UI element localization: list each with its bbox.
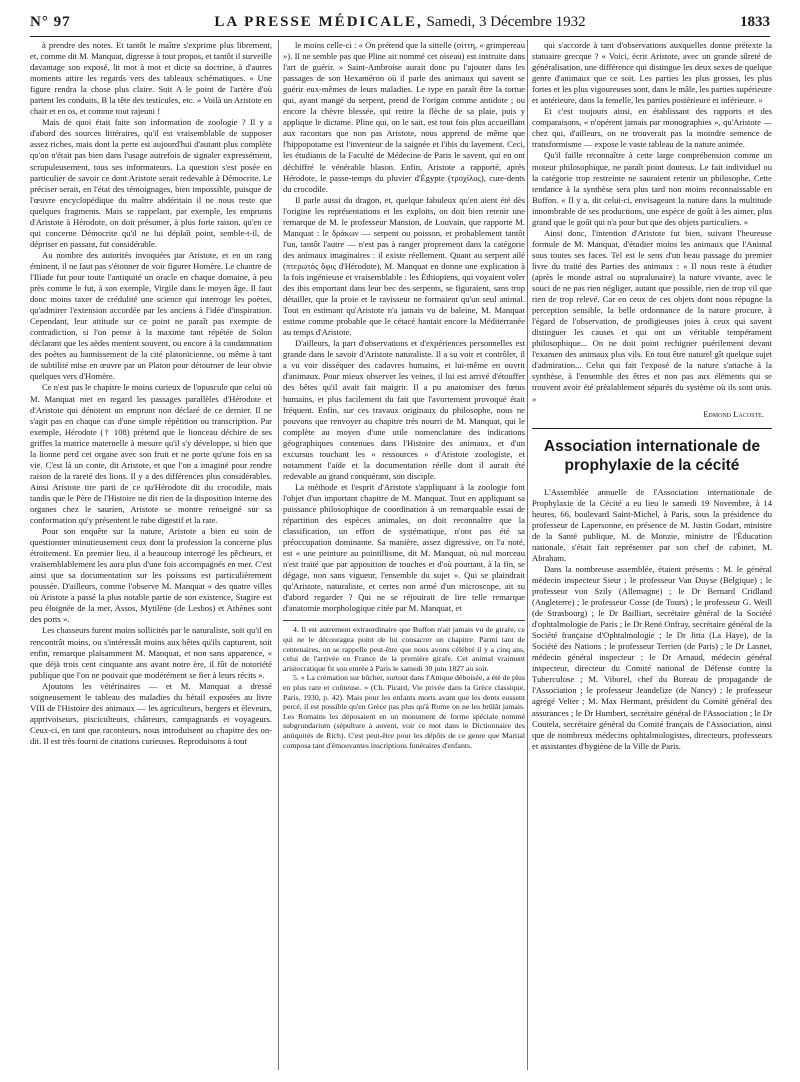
column-rule <box>278 40 279 1070</box>
paragraph: D'ailleurs, la part d'observations et d'expériences personnelles est grande dans le savoir d'Aristote naturaliste. Il a su voir et contrôler, il a vu voir disséquer des cadavres humains, et lui-même en ouvrit d'animaux. Pour mieux observer les veines, il lui est arrivé d'étouffer des bêtes qu'il avait fait maigrir. Il a pu anatomiser des fœtus humains, et plus facilement du fait que l'avortement provoqué était fréquent. Enfin, sur ces travaux originaux du philosophe, nous ne pouvons que renvoyer au chapitre très nourri de M. Manquat, qui le complète au moyen d'une utile nomenclature des indications géographiques contenues dans l'Histoire des animaux, et d'un excursus touchant les « ressources » d'Aristote zoologiste, et notamment l'aide et la documentation réelle dont il aurait été redevable au grand conquérant, son disciple. <box>283 338 525 481</box>
author-signature: Edmond Lacoste. <box>703 408 764 419</box>
paragraph: Qu'il faille reconnaître à cette large compréhension comme un moteur philosophique, ne paraît point douteux. Le fait individuel ou la catégorie trop restreinte ne sauraient retenir un philosophe. Cette tendance à la synthèse sera plus tard non moins reconnaissable en Buffon. « Il y a, dit celui-ci, envisageant la nature dans la multitude innombrable de ses productions, une espèce de goût à les aimer, plus grand que le goût qui n'a pour but que des objets particuliers. » <box>532 150 772 227</box>
paragraph: L'Assemblée annuelle de l'Association internationale de Prophylaxie de la Cécité a eu lieu le samedi 19 Novembre, à 14 heures, 66, boulevard Saint-Michel, à Paris, sous la présidence du professeur de Lapersonne, en présence de M. Justin Godart, ministre de la Santé publique, M. de Monzie, ministre de l'Éducation nationale, s'était fait représenter par son chef de cabinet, M. Abraham. <box>532 486 772 563</box>
column-2 <box>283 40 525 1070</box>
paragraph: Ainsi donc, l'intention d'Aristote fut bien, suivant l'heureuse formule de M. Manquat, d'étudier moins les animaux que l'Animal sous toutes ses faces. Tel est le sens d'un beau passage du premier livre du traité des Parties des animaux : « Il nous reste à étudier (après le monde astral ou supralunaire) la nature vivante, avec le souci de ne pas rien négliger, autant que possible, rien de trop vil que rien de trop relevé. Car en ceux de ces objets dont nous répugne la perception sensible, la belle ordonnance de la nature procure, à l'égard de l'observation, de prodigieuses joies à ceux qui savent distinguer les causes et qui ont un véritable tempérament philosophique... On ne doit point rechigner puérilement devant l'examen des animaux plus vils. En tout être naturel gît quelque sujet d'admiration... Celui qui fait l'exposé de la nature s'attache à la synthèse, à l'ensemble des êtres et non pas aux éléments qui se trouvent avoir été préalablement séparés du système où ils sont unis. » <box>532 227 772 404</box>
footnote-rule <box>283 620 525 621</box>
page-header <box>30 14 770 37</box>
footnote: 4. Il est autrement extraordinaire que Buffon n'ait jamais vu de girafe, ce qui ne le découragea point de lui consacrer un chapitre. Parmi tant de centenaires, on se rappelle peut-être que nous avons célébré il y a cinq ans, celui de l'arrivée en France de la première girafe. Cet animal vraiment aristocratique fit son entrée à Paris le samedi 30 juin 1827 au soir. <box>283 625 525 673</box>
section-divider <box>532 428 772 429</box>
paragraph: Pour son enquête sur la nature, Aristote a bien eu soin de questionner minutieusement ceux dont la profession la concerne plus étroitement. En premier lieu, il a beaucoup interrogé les pêcheurs, et vraisemblablement les aura plus d'une fois accompagnés en mer. C'est ainsi que sa documentation sur les poissons est particulièrement poussée. D'ailleurs, comme l'observe M. Manquat « des quatre villes où Aristote a passé la plus notable partie de son existence, Stagire est peu éloignée de la mer, Assos, Mytilène (de Lesbos) et Athènes sont des ports ». <box>30 526 272 625</box>
issue-number: N° 97 <box>30 14 71 30</box>
paragraph: Ce n'est pas le chapitre le moins curieux de l'opuscule que celui où M. Manquat met en regard les passages parallèles d'Hérodote et d'Aristote qui dénotent un emprunt non déclaré de ce dernier. Il ne s'agit pas en chaque cas d'une simple répétition ou transcription. Par exemple, Hérodote († 108) prétend que le lionceau déchire de ses griffes la matrice maternelle à mesure qu'il s'y développe, si bien que la lionne perd cet organe avec son fruit et ne porte qu'une fois en sa vie. C'est là un conte, dit Aristote, et que l'on a imaginé pour rendre raison de la rareté des lions. Il y a des différences plus considérables. Ainsi Aristote tire parti de ce qu'Hérodote dit du crocodile, mais tandis que le Père de l'Histoire ne dit rien de la disposition interne des organes chez le saurien, Aristote se montre renseigné sur sa conformation qu'y présentent le tube digestif et la rate. <box>30 382 272 526</box>
page-number: 1833 <box>740 14 770 30</box>
column-rule <box>527 40 528 1070</box>
paragraph: Il parle aussi du dragon, et, quelque fabuleux qu'en aient été dès l'origine les représentations et les exploits, on doit bien retenir une remarque de M. le professeur Mansion, de Louvain, que rapporte M. Manquat : le δράκων — serpent ou poisson, et probablement tantôt l'un, tantôt l'autre — n'est pas à ranger proprement dans la catégorie des animaux imaginaires : il existe réellement. Quant au serpent ailé (πτερωτὸς ὄφις d'Hérodote), M. Manquat en donne une explication à la fois ingénieuse et vraisemblable : les Éthiopiens, qui voyaient voler des ibis emportant dans leur bec des serpents, se figuraient, sans trop détailler, que la proie et le ravisseur ne formaient qu'un seul animal. Tout en estimant qu'Aristote n'a jamais vu de baleine, M. Manquat estime comme probable que le cétacé hantait encore la Méditerranée au temps d'Aristote. <box>283 194 525 338</box>
paragraph: Dans la nombreuse assemblée, étaient présents : M. le général médecin inspecteur Sieur ; le professeur Van Duyse (Belgique) ; le professeur von Szily (Allemagne) ; le Dr Bernard Cridland (Angleterre) ; le professeur Cosse (de Tours) ; le professeur G. Weill (de Strasbourg) ; le Dr Bailliart, secrétaire général de la Société d'ophtalmologie de Paris ; le Dr René Onfray, secrétaire général de la Société française d'Ophtalmologie ; le Dr Jitta (La Haye), de la Société des Nations ; le professeur Terrien (de Paris) ; le Dr Lasnet, médecin général inspecteur ; le Dr Arnaud, médecin général inspecteur, directeur du Comité national de Défense contre la Tuberculose ; M. Viborel, chef du Bureau de propagande de l'Association ; le professeur Jeandelize (de Nancy) ; le professeur agrégé Velter ; M. Max Hermant, président du Comité général des assurances ; le Dr Humbert, secrétaire général de l'Association ; le Dr Coutela, secrétaire général du Comité français de l'Association, ainsi que de nombreux médecins ophtalmologistes, directeurs, professeurs et assistantes d'hygiène de la Ville de Paris. <box>532 563 772 751</box>
paragraph: Mais de quoi était faite son information de zoologie ? Il y a d'abord des sources littéraires, qu'il est vraisemblable de supposer assez riches, mais dont la perte est aujourd'hui d'autant plus complète qu'on n'était pas bien dans l'usage autrefois de signaler expressément, scrupuleusement, tous ses informateurs. La question s'est posée en particulier de savoir ce dont Aristote serait redevable à Démocrite. Le préciser serait, en l'état des témoignages, bien impossible, puisque de l'œuvre encyclopédique du maître abdéritain il ne nous reste que quelques fragments. Mais se rappelant, par exemple, les emprunts d'Aristote à Hérodote, on doit présumer, à plus forte raison, qu'en ce qui concerne Démocrite qu'il ne lui déplaît point, semble-t-il, de dépriser en passant, fut considérable. <box>30 117 272 249</box>
paragraph: le moins celle-ci : « On prétend que la sittelle (σίττη, « grimpereau »). Il ne semble pas que Pline ait nommé cet oiseau) est instruite dans l'art de guérir. » Saint-Ambroise aurait donc pu l'ajouter dans les passages de son Hexaméron où il parle des animaux qui savent se guérir eux-mêmes de leurs maladies. Le type en paraît être la tortue qui, ayant mangé du serpent, prend de l'origan comme antidote ; ou encore la chèvre blessée, qui retire la flèche de sa plaie, puis y applique le dictame. Pline qui, on le sait, est tout fois plus accueillant aux racontars que non pas Aristote, nous apprend de même que l'hippopotame est l'inventeur de la saignée et l'ibis du lavement. Ceci, les étudiants de la Faculté de Médecine de Paris le savent, qui en ont déchiffré le vénérable blason. Enfin, Aristote a rapporté, après Hérodote, le passe-temps du pluvier d'Égypte (τροχίλος), cure-dents du crocodile. <box>283 40 525 194</box>
footnotes <box>283 625 525 750</box>
article-title: Association internationale de prophylaxie de la cécité <box>543 437 761 474</box>
masthead <box>30 14 770 31</box>
column-1 <box>30 40 272 1070</box>
paragraph: Ajoutons les vétérinaires — et M. Manquat a dressé soigneusement le tableau des maladies du bétail exposées au livre VIII de l'Histoire des animaux — les agriculteurs, bergers et éleveurs, apprivoiseurs, pisciculteurs, châtreurs, campagnards et voyageurs. Ceux-ci, en tant que raconteurs, nous introduisent au chapitre des on-dit. Il est très fourni de citations curieuses. Reproduisons à tout <box>30 680 272 746</box>
paragraph: qui s'accorde à tant d'observations auxquelles donne prétexte la statuaire grecque ? « Voici, écrit Aristote, avec un grande sûreté de généralisation, une différence qui distingue les deux sexes de quelque genre d'animaux que ce soit. Les parties les plus grosses, les plus fortes et les plus vigoureuses sont, dans le mâle, les parties supérieure et antérieure, dans la femelle, les parties postérieure et inférieure. » <box>532 40 772 106</box>
column-3 <box>532 40 772 1070</box>
paragraph: La méthode et l'esprit d'Aristote s'appliquant à la zoologie font l'objet d'un important chapitre de M. Manquat. Tout en appliquant sa puissance philosophique de coordination à un remarquable essai de répartition des espèces animales, on doit reconnaître que la classification, un effort de systématique, n'ont pas été sa préoccupation dominante. Sa manière, assez digressive, on l'a noté, est « une peinture au pointillisme, dit M. Manquat, où nul morceau n'est traité que par apposition de touches et d'où pourtant, à la fin, se dégage, non sans vigueur, l'ensemble du sujet ». Qui se plaindrait qu'Aristote, naturaliste, et certes non armé d'un microscope, ait su d'abord regarder ? Qui ne se réjouirait de lire telle remarque d'anatomie morphologique citée par M. Manquat, et <box>283 481 525 614</box>
paragraph: Et c'est toujours ainsi, en établissant des rapports et des comparaisons, « n'opérent jamais par monographies », qu'Aristote — chez qui, d'ailleurs, on ne trouverait pas la moindre semence de transformisme — expose le vaste tableau de la nature animée. <box>532 106 772 150</box>
paragraph: à prendre des notes. Et tantôt le maître s'exprime plus librement, et, comme dit M. Manquat, digresse à tout propos, et tantôt il surveille davantage son exposé, lit mot à mot et dicte sa doctrine, à d'autres moments attire les regards vers des tableaux schématiques. « Une figure rendra la chose plus claire. Soit A le point de l'artère d'où partent les conduits, B la tête des testicules, etc. » Voilà un Aristote en chair et en os, et comme tout rajeuni ! <box>30 40 272 117</box>
paragraph: Au nombre des autorités invoquées par Aristote, et en un rang éminent, il ne faut pas s'étonner de voir figurer Homère. Le chantre de l'Iliade fut pour toute l'antiquité un oracle en chaque domaine, à peu près comme le fut, à son exemple, Virgile dans le moyen âge. Il faut donc moins taxer de crédulité une science qui interroge les poètes, qu'admirer l'extension accordée par les anciens à l'idée d'inspiration. Cependant, leur attitude sur ce point ne paraît pas exempte de contradiction, si l'on pense à la maxime tant répétée de Solon déclarant que les aèdes mentent souvent, ou encore à la condamnation des poètes au bannissement de la cité platonicienne, ou même à tant de subtilité mise en œuvre par un Platon pour détourner de leur obvie quelques vers d'Homère. <box>30 249 272 382</box>
issue-date: Samedi, 3 Décembre 1932 <box>426 14 586 30</box>
publication-name: LA PRESSE MÉDICALE, <box>214 14 423 30</box>
paragraph: Les chasseurs furent moins sollicités par le naturaliste, soit qu'il en rencontrât moins, ou s'intéressât moins aux bêtes qu'ils capturent, soit enfin, remarque plaisamment M. Manquat, et non sans apparence, « que déjà trois cent cinquante ans avant notre ère, il fût de notoriété publique que l'on ne pouvait que modérément se fier à leurs récits ». <box>30 625 272 680</box>
footnote: 5. « La crémation sur bûcher, surtout dans l'Attique déboisée, a été de plus en plus rare et coûteuse. » (Ch. Picard, Vie privée dans la Grèce classique, Paris, 1930, p. 42). Mais pour les enfants morts avant que les dents eussent percé, il est possible qu'en Grèce pas plus qu'à Rome on ne les brûlât jamais. Les Romains les déposaient en un monument de forme spéciale nommé subgrundarium (sépulture à auvent, voir ce mot dans le Dictionnaire des antiquités de Rich). C'est peut-être pour les dépôts de ce genre que Martial composa tant d'émouvantes inscriptions funéraires d'enfants. <box>283 673 525 750</box>
